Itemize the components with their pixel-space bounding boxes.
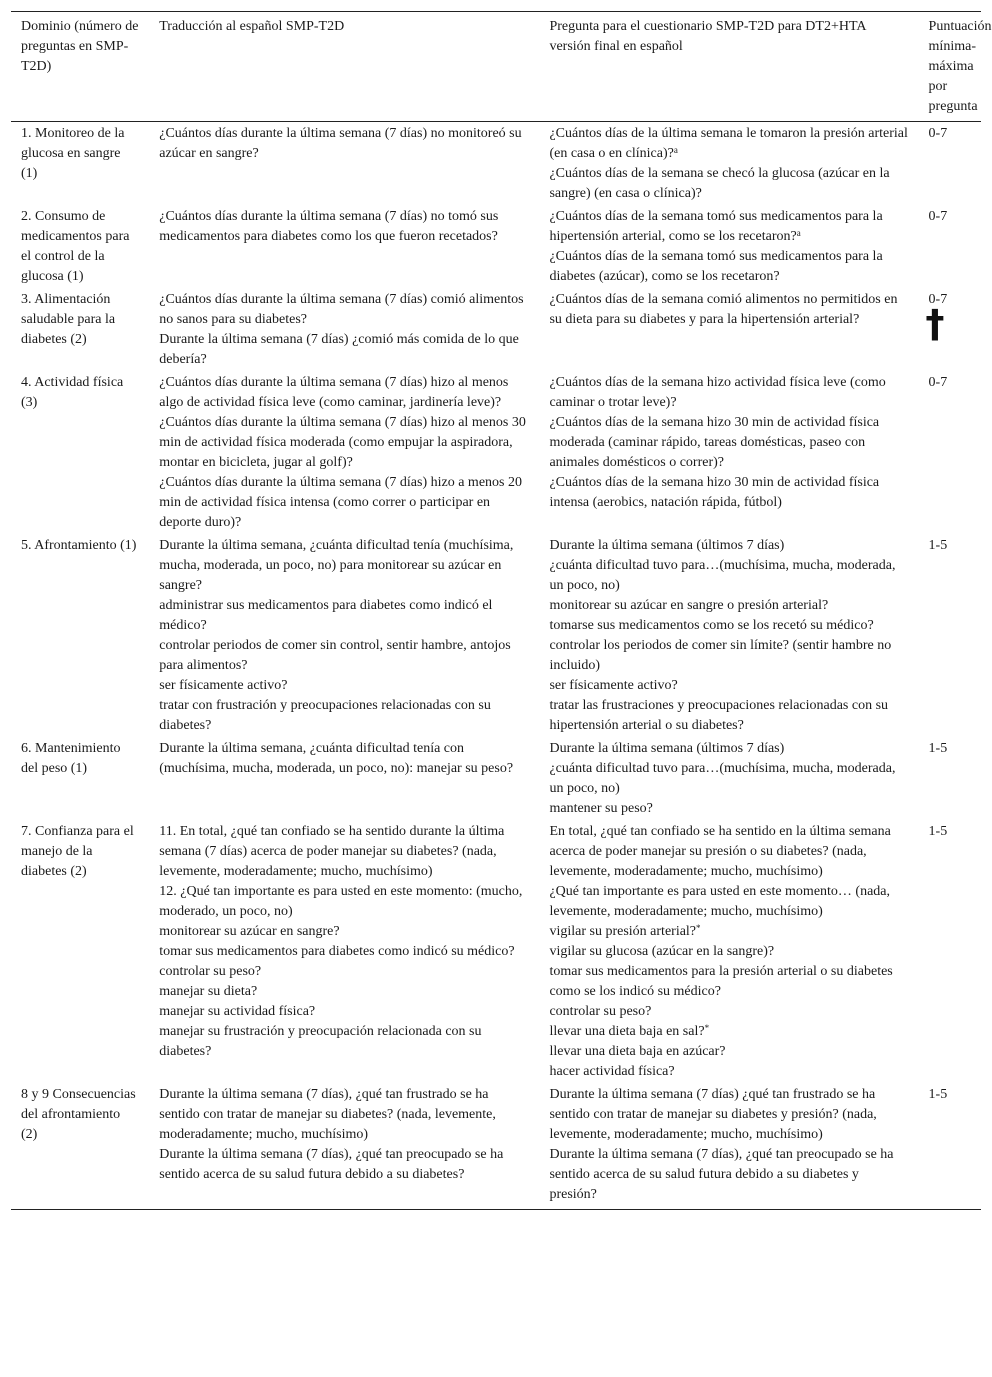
translation-line: Durante la última semana, ¿cuánta dificultad tenía con (muchísima, mucha, moderada, un poco, no): manejar su peso? <box>159 741 514 776</box>
translation-line: tomar sus medicamentos para diabetes como indicó su médico? <box>159 944 515 959</box>
question-line <box>549 799 908 819</box>
final-question-cell <box>539 289 918 372</box>
translation-line: monitorear su azúcar en sangre? <box>159 924 340 939</box>
domain-cell: 8 y 9 Consecuencias del afrontamiento (2) <box>11 1084 149 1210</box>
translation-line: controlar periodos de comer sin control, sentir hambre, antojos para alimentos? <box>159 638 511 673</box>
table-row <box>11 289 981 372</box>
question-line <box>549 247 908 287</box>
question-text: controlar los periodos de comer sin límite? (sentir hambre no incluido) <box>549 638 892 673</box>
score-range: 0-7 <box>928 292 948 307</box>
question-line <box>549 1085 908 1145</box>
translation-cell <box>149 122 539 207</box>
question-line <box>549 676 908 696</box>
score-range: 1-5 <box>928 538 948 553</box>
score-cell <box>919 821 981 1084</box>
translation-line: manejar su frustración y preocupación relacionada con su diabetes? <box>159 1024 482 1059</box>
translation-line: ser físicamente activo? <box>159 678 288 693</box>
score-range: 0-7 <box>928 375 948 390</box>
question-text: controlar su peso? <box>549 1004 652 1019</box>
question-line <box>549 942 908 962</box>
domain-cell: 3. Alimentación saludable para la diabetes (2) <box>21 292 116 347</box>
question-text: ¿Cuántos días de la semana se checó la glucosa (azúcar en la sangre) (en casa o clínica)? <box>549 166 890 201</box>
table-row <box>11 122 981 207</box>
final-question-cell <box>539 738 918 821</box>
question-line <box>549 882 908 922</box>
translation-line: 12. ¿Qué tan importante es para usted en este momento: (mucho, moderado, un poco, no) <box>159 884 523 919</box>
score-range: 0-7 <box>928 209 948 224</box>
question-text: vigilar su presión arterial? <box>549 924 697 939</box>
question-text: mantener su peso? <box>549 801 653 816</box>
question-text: hacer actividad física? <box>549 1064 675 1079</box>
question-text: monitorear su azúcar en sangre o presión arterial? <box>549 598 829 613</box>
table-row <box>11 372 981 535</box>
dagger-icon: † <box>925 302 945 346</box>
translation-cell <box>149 738 539 821</box>
domain-cell: 2. Consumo de medicamentos para el control de la glucosa (1) <box>21 209 130 284</box>
question-line <box>549 1002 908 1022</box>
domain-cell: 6. Mantenimiento del peso (1) <box>21 741 121 776</box>
score-range: 1-5 <box>928 824 948 839</box>
translation-line: Durante la última semana (7 días) ¿comió más comida de lo que debería? <box>159 332 519 367</box>
domain-cell: 7. Confianza para el manejo de la diabetes (2) <box>21 824 134 879</box>
final-question-cell <box>539 206 918 289</box>
question-text: ser físicamente activo? <box>549 678 678 693</box>
header-final-question: Pregunta para el cuestionario SMP-T2D para DT2+HTA versión final en español <box>539 12 918 122</box>
question-line <box>549 616 908 636</box>
table-header-row <box>11 12 981 122</box>
question-line <box>549 922 908 942</box>
question-line <box>549 536 908 556</box>
table-row <box>11 206 981 289</box>
footnote-marker: * <box>704 1023 710 1033</box>
table-row <box>11 1084 981 1210</box>
translation-line: 11. En total, ¿qué tan confiado se ha sentido durante la última semana (7 días) acerca de poder manejar su diabetes? (nada, levemente, moderadamente; mucho, muchísimo) <box>159 824 505 879</box>
header-translation: Traducción al español SMP-T2D <box>149 12 539 122</box>
table-row <box>11 821 981 1084</box>
final-question-cell <box>539 535 918 738</box>
translation-cell <box>149 372 539 535</box>
question-text: Durante la última semana (7 días), ¿qué tan preocupado se ha sentido acerca de su salud futura debido a su diabetes y presión? <box>549 1147 894 1202</box>
question-line <box>549 1145 908 1205</box>
question-text: ¿Cuántos días de la semana hizo 30 min de actividad física intensa (aerobics, natación rápida, fútbol) <box>549 475 880 510</box>
document <box>11 11 992 1210</box>
question-line <box>549 373 908 413</box>
question-text: ¿Cuántos días de la semana tomó sus medicamentos para la hipertensión arterial, como se los recetaron? <box>549 209 883 244</box>
question-line <box>549 636 908 676</box>
question-text: Durante la última semana (últimos 7 días) <box>549 741 785 756</box>
translation-line: ¿Cuántos días durante la última semana (7 días) hizo a menos 20 min de actividad física intensa (como correr o participar en deporte duro)? <box>159 475 522 530</box>
question-text: ¿cuánta dificultad tuvo para…(muchísima, mucha, moderada, un poco, no) <box>549 558 896 593</box>
question-text: llevar una dieta baja en sal? <box>549 1024 705 1039</box>
translation-line: Durante la última semana (7 días), ¿qué tan preocupado se ha sentido acerca de su salud futura debido a su diabetes? <box>159 1147 504 1182</box>
footnote-marker: a <box>673 145 678 155</box>
question-text: ¿Qué tan importante es para usted en este momento… (nada, levemente, moderadamente; mucho, muchísimo) <box>549 884 891 919</box>
question-text: ¿Cuántos días de la semana hizo 30 min de actividad física moderada (caminar rápido, tareas domésticas, paseo con animales domésticos o correr)? <box>549 415 880 470</box>
question-text: tomar sus medicamentos para la presión arterial o su diabetes como se los indicó su médico? <box>549 964 893 999</box>
question-line <box>549 1062 908 1082</box>
question-text: Durante la última semana (últimos 7 días) <box>549 538 785 553</box>
table-row <box>11 535 981 738</box>
question-text: ¿Cuántos días de la semana tomó sus medicamentos para la diabetes (azúcar), como se los recetaron? <box>549 249 883 284</box>
score-cell <box>919 372 981 535</box>
question-text: ¿Cuántos días de la semana comió alimentos no permitidos en su dieta para su diabetes y para la hipertensión arterial? <box>549 292 898 327</box>
translation-cell <box>149 821 539 1084</box>
question-line <box>549 759 908 799</box>
question-line <box>549 473 908 513</box>
translation-line: manejar su dieta? <box>159 984 258 999</box>
question-line <box>549 1042 908 1062</box>
translation-line: ¿Cuántos días durante la última semana (7 días) no tomó sus medicamentos para diabetes como los que fueron recetados? <box>159 209 499 244</box>
translation-line: Durante la última semana, ¿cuánta dificultad tenía (muchísima, mucha, moderada, un poco, no) para monitorear su azúcar en sangre? <box>159 538 514 593</box>
question-text: En total, ¿qué tan confiado se ha sentido en la última semana acerca de poder manejar su presión o su diabetes? (nada, levemente, moderadamente; mucho, muchísimo) <box>549 824 891 879</box>
translation-cell <box>149 535 539 738</box>
translation-cell <box>149 289 539 372</box>
translation-cell <box>149 206 539 289</box>
smp-t2d-table <box>11 11 992 1210</box>
translation-line: manejar su actividad física? <box>159 1004 316 1019</box>
question-line <box>549 556 908 596</box>
domain-cell: 4. Actividad física (3) <box>21 375 124 410</box>
translation-line: ¿Cuántos días durante la última semana (7 días) hizo al menos 30 min de actividad física moderada (como empujar la aspiradora, montar en bicicleta, jugar al golf)? <box>159 415 526 470</box>
translation-line: controlar su peso? <box>159 964 262 979</box>
score-cell <box>919 122 981 207</box>
translation-line: tratar con frustración y preocupaciones relacionadas con su diabetes? <box>159 698 491 733</box>
question-text: Durante la última semana (7 días) ¿qué tan frustrado se ha sentido con tratar de manejar su diabetes y presión? (nada, levemente, moderadamente; mucho, muchísimo) <box>549 1087 877 1142</box>
translation-line: ¿Cuántos días durante la última semana (7 días) no monitoreó su azúcar en sangre? <box>159 126 522 161</box>
question-line <box>549 290 908 330</box>
table-row <box>11 738 981 821</box>
question-text: ¿cuánta dificultad tuvo para…(muchísima, mucha, moderada, un poco, no) <box>549 761 896 796</box>
question-text: ¿Cuántos días de la semana hizo actividad física leve (como caminar o trotar leve)? <box>549 375 886 410</box>
question-line <box>549 596 908 616</box>
question-line <box>549 822 908 882</box>
score-cell <box>919 1084 981 1210</box>
question-text: vigilar su glucosa (azúcar en la sangre)? <box>549 944 775 959</box>
question-line <box>549 124 908 164</box>
question-line <box>549 413 908 473</box>
question-line <box>549 207 908 247</box>
score-range: 0-7 <box>928 126 948 141</box>
question-text: ¿Cuántos días de la última semana le tomaron la presión arterial (en casa o en clínica)? <box>549 126 908 161</box>
score-cell <box>919 206 981 289</box>
final-question-cell <box>539 122 918 207</box>
score-range: 1-5 <box>928 741 948 756</box>
final-question-cell <box>539 1084 918 1210</box>
translation-line: administrar sus medicamentos para diabetes como indicó el médico? <box>159 598 493 633</box>
header-domain: Dominio (número de preguntas en SMP-T2D) <box>11 12 149 122</box>
question-text: tratar las frustraciones y preocupaciones relacionadas con su hipertensión arterial o su diabetes? <box>549 698 889 733</box>
header-score-range: Puntuación mínima-máxima por pregunta <box>919 12 981 122</box>
final-question-cell <box>539 821 918 1084</box>
question-text: tomarse sus medicamentos como se los recetó su médico? <box>549 618 874 633</box>
score-range: 1-5 <box>928 1087 948 1102</box>
score-cell <box>919 738 981 821</box>
footnote-marker: a <box>796 228 801 238</box>
question-line <box>549 739 908 759</box>
question-line <box>549 164 908 204</box>
translation-line: Durante la última semana (7 días), ¿qué tan frustrado se ha sentido con tratar de manejar su diabetes? (nada, levemente, moderadamente; mucho, muchísimo) <box>159 1087 496 1142</box>
question-line <box>549 962 908 1002</box>
translation-line: ¿Cuántos días durante la última semana (7 días) comió alimentos no sanos para su diabetes? <box>159 292 524 327</box>
domain-cell: 5. Afrontamiento (1) <box>21 538 137 553</box>
domain-cell: 1. Monitoreo de la glucosa en sangre (1) <box>21 126 125 181</box>
score-cell <box>919 535 981 738</box>
question-text: llevar una dieta baja en azúcar? <box>549 1044 726 1059</box>
translation-line: ¿Cuántos días durante la última semana (7 días) hizo al menos algo de actividad física leve (como caminar, jardinería leve)? <box>159 375 509 410</box>
question-line <box>549 1022 908 1042</box>
question-line <box>549 696 908 736</box>
final-question-cell <box>539 372 918 535</box>
score-cell <box>919 289 981 372</box>
table-body <box>11 122 981 1210</box>
translation-cell <box>149 1084 539 1210</box>
footnote-marker: * <box>696 923 701 933</box>
